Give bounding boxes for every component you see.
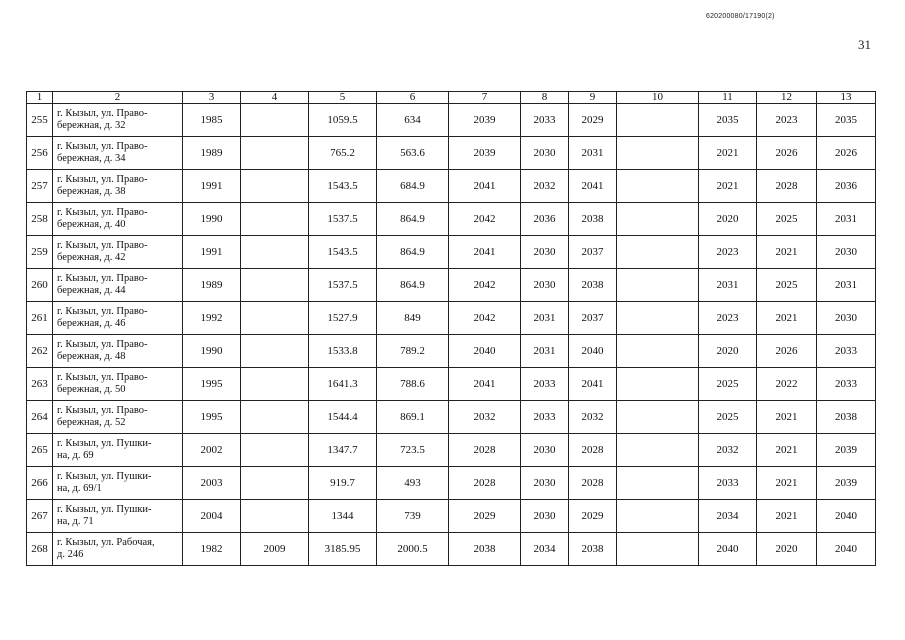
cell-col-3: 1991 bbox=[183, 170, 241, 203]
cell-row-number: 263 bbox=[27, 368, 53, 401]
cell-col-11: 2020 bbox=[699, 335, 757, 368]
column-header-6: 6 bbox=[377, 92, 449, 104]
address-line: г. Кызыл, ул. Право- bbox=[57, 306, 148, 317]
address-line: бережная, д. 34 bbox=[57, 153, 126, 164]
column-number-row bbox=[27, 92, 876, 104]
cell-col-9: 2032 bbox=[569, 401, 617, 434]
cell-col-5: 1347.7 bbox=[309, 434, 377, 467]
cell-col-12: 2026 bbox=[757, 335, 817, 368]
cell-col-11: 2021 bbox=[699, 170, 757, 203]
cell-col-3: 1985 bbox=[183, 104, 241, 137]
column-header-5: 5 bbox=[309, 92, 377, 104]
cell-col-10 bbox=[617, 500, 699, 533]
cell-address bbox=[53, 269, 183, 302]
cell-col-10 bbox=[617, 368, 699, 401]
cell-col-10 bbox=[617, 467, 699, 500]
cell-row-number: 262 bbox=[27, 335, 53, 368]
cell-address bbox=[53, 368, 183, 401]
table-row bbox=[27, 236, 876, 269]
cell-col-7: 2040 bbox=[449, 335, 521, 368]
cell-row-number: 261 bbox=[27, 302, 53, 335]
cell-col-9: 2029 bbox=[569, 500, 617, 533]
cell-col-3: 1990 bbox=[183, 203, 241, 236]
cell-col-6: 493 bbox=[377, 467, 449, 500]
cell-row-number: 255 bbox=[27, 104, 53, 137]
cell-col-10 bbox=[617, 203, 699, 236]
cell-col-13: 2040 bbox=[817, 500, 876, 533]
cell-col-3: 1990 bbox=[183, 335, 241, 368]
cell-col-11: 2031 bbox=[699, 269, 757, 302]
cell-col-3: 1992 bbox=[183, 302, 241, 335]
cell-col-13: 2038 bbox=[817, 401, 876, 434]
address-line: г. Кызыл, ул. Пушки- bbox=[57, 504, 152, 515]
cell-col-3: 2003 bbox=[183, 467, 241, 500]
column-header-4: 4 bbox=[241, 92, 309, 104]
cell-col-10 bbox=[617, 302, 699, 335]
cell-col-7: 2039 bbox=[449, 104, 521, 137]
cell-col-12: 2023 bbox=[757, 104, 817, 137]
cell-col-10 bbox=[617, 104, 699, 137]
cell-col-5: 765.2 bbox=[309, 137, 377, 170]
column-header-1: 1 bbox=[27, 92, 53, 104]
address-line: г. Кызыл, ул. Право- bbox=[57, 405, 148, 416]
cell-col-9: 2041 bbox=[569, 170, 617, 203]
cell-col-6: 563.6 bbox=[377, 137, 449, 170]
cell-col-5: 1344 bbox=[309, 500, 377, 533]
cell-col-9: 2038 bbox=[569, 269, 617, 302]
cell-col-7: 2029 bbox=[449, 500, 521, 533]
cell-col-7: 2038 bbox=[449, 533, 521, 566]
cell-col-13: 2030 bbox=[817, 302, 876, 335]
cell-col-8: 2033 bbox=[521, 104, 569, 137]
cell-row-number: 256 bbox=[27, 137, 53, 170]
cell-row-number: 265 bbox=[27, 434, 53, 467]
cell-col-4 bbox=[241, 434, 309, 467]
address-line: бережная, д. 44 bbox=[57, 285, 126, 296]
cell-col-6: 634 bbox=[377, 104, 449, 137]
cell-col-4 bbox=[241, 467, 309, 500]
cell-col-6: 864.9 bbox=[377, 269, 449, 302]
cell-address bbox=[53, 203, 183, 236]
table-row bbox=[27, 269, 876, 302]
cell-col-9: 2037 bbox=[569, 302, 617, 335]
cell-col-5: 1543.5 bbox=[309, 170, 377, 203]
cell-col-13: 2036 bbox=[817, 170, 876, 203]
table-row bbox=[27, 335, 876, 368]
cell-col-8: 2030 bbox=[521, 236, 569, 269]
cell-row-number: 257 bbox=[27, 170, 53, 203]
address-line: г. Кызыл, ул. Право- bbox=[57, 339, 148, 350]
cell-address bbox=[53, 434, 183, 467]
cell-col-11: 2023 bbox=[699, 302, 757, 335]
cell-col-11: 2040 bbox=[699, 533, 757, 566]
cell-col-12: 2025 bbox=[757, 203, 817, 236]
cell-col-11: 2035 bbox=[699, 104, 757, 137]
cell-col-12: 2021 bbox=[757, 467, 817, 500]
cell-col-12: 2028 bbox=[757, 170, 817, 203]
cell-col-8: 2030 bbox=[521, 269, 569, 302]
cell-col-8: 2034 bbox=[521, 533, 569, 566]
cell-col-3: 1989 bbox=[183, 269, 241, 302]
cell-col-13: 2033 bbox=[817, 368, 876, 401]
address-line: г. Кызыл, ул. Пушки- bbox=[57, 438, 152, 449]
column-header-12: 12 bbox=[757, 92, 817, 104]
cell-row-number: 266 bbox=[27, 467, 53, 500]
cell-col-4 bbox=[241, 269, 309, 302]
cell-col-11: 2020 bbox=[699, 203, 757, 236]
cell-col-8: 2031 bbox=[521, 335, 569, 368]
cell-col-9: 2041 bbox=[569, 368, 617, 401]
address-line: г. Кызыл, ул. Право- bbox=[57, 141, 148, 152]
cell-address bbox=[53, 500, 183, 533]
cell-address bbox=[53, 104, 183, 137]
cell-col-7: 2042 bbox=[449, 269, 521, 302]
column-header-9: 9 bbox=[569, 92, 617, 104]
table-row bbox=[27, 368, 876, 401]
cell-col-11: 2025 bbox=[699, 401, 757, 434]
cell-col-9: 2031 bbox=[569, 137, 617, 170]
cell-address bbox=[53, 533, 183, 566]
page-number: 31 bbox=[858, 37, 871, 52]
cell-row-number: 267 bbox=[27, 500, 53, 533]
cell-col-8: 2031 bbox=[521, 302, 569, 335]
table-row bbox=[27, 401, 876, 434]
column-header-8: 8 bbox=[521, 92, 569, 104]
cell-col-6: 869.1 bbox=[377, 401, 449, 434]
address-line: г. Кызыл, ул. Рабочая, bbox=[57, 537, 155, 548]
cell-row-number: 264 bbox=[27, 401, 53, 434]
cell-col-9: 2038 bbox=[569, 203, 617, 236]
cell-address bbox=[53, 236, 183, 269]
cell-col-7: 2042 bbox=[449, 203, 521, 236]
address-line: бережная, д. 40 bbox=[57, 219, 126, 230]
cell-col-3: 2004 bbox=[183, 500, 241, 533]
cell-col-10 bbox=[617, 434, 699, 467]
column-header-3: 3 bbox=[183, 92, 241, 104]
cell-col-11: 2021 bbox=[699, 137, 757, 170]
address-line: бережная, д. 46 bbox=[57, 318, 126, 329]
cell-col-4 bbox=[241, 302, 309, 335]
cell-col-4 bbox=[241, 500, 309, 533]
column-header-10: 10 bbox=[617, 92, 699, 104]
cell-col-3: 1982 bbox=[183, 533, 241, 566]
cell-col-4: 2009 bbox=[241, 533, 309, 566]
cell-col-6: 849 bbox=[377, 302, 449, 335]
cell-col-7: 2041 bbox=[449, 170, 521, 203]
cell-col-8: 2033 bbox=[521, 368, 569, 401]
cell-address bbox=[53, 467, 183, 500]
table-row bbox=[27, 203, 876, 236]
cell-col-4 bbox=[241, 401, 309, 434]
cell-col-7: 2039 bbox=[449, 137, 521, 170]
cell-col-11: 2032 bbox=[699, 434, 757, 467]
address-line: г. Кызыл, ул. Право- bbox=[57, 273, 148, 284]
cell-col-7: 2041 bbox=[449, 236, 521, 269]
cell-col-8: 2036 bbox=[521, 203, 569, 236]
cell-col-12: 2021 bbox=[757, 500, 817, 533]
cell-col-9: 2029 bbox=[569, 104, 617, 137]
address-line: на, д. 69/1 bbox=[57, 483, 102, 494]
column-header-13: 13 bbox=[817, 92, 876, 104]
cell-col-8: 2030 bbox=[521, 137, 569, 170]
cell-row-number: 258 bbox=[27, 203, 53, 236]
address-line: бережная, д. 48 bbox=[57, 351, 126, 362]
cell-col-13: 2035 bbox=[817, 104, 876, 137]
cell-col-10 bbox=[617, 401, 699, 434]
cell-col-6: 684.9 bbox=[377, 170, 449, 203]
address-line: бережная, д. 50 bbox=[57, 384, 126, 395]
column-header-7: 7 bbox=[449, 92, 521, 104]
cell-col-9: 2038 bbox=[569, 533, 617, 566]
cell-col-7: 2028 bbox=[449, 434, 521, 467]
address-line: г. Кызыл, ул. Право- bbox=[57, 240, 148, 251]
table-body bbox=[27, 104, 876, 566]
cell-col-11: 2034 bbox=[699, 500, 757, 533]
cell-col-10 bbox=[617, 137, 699, 170]
cell-col-10 bbox=[617, 533, 699, 566]
cell-col-4 bbox=[241, 368, 309, 401]
address-line: на, д. 69 bbox=[57, 450, 94, 461]
address-line: г. Кызыл, ул. Право- bbox=[57, 174, 148, 185]
table-row bbox=[27, 434, 876, 467]
cell-col-11: 2033 bbox=[699, 467, 757, 500]
cell-col-12: 2021 bbox=[757, 302, 817, 335]
cell-col-12: 2020 bbox=[757, 533, 817, 566]
cell-col-5: 1543.5 bbox=[309, 236, 377, 269]
cell-row-number: 259 bbox=[27, 236, 53, 269]
cell-col-13: 2031 bbox=[817, 203, 876, 236]
table-row bbox=[27, 170, 876, 203]
cell-col-5: 1537.5 bbox=[309, 269, 377, 302]
table-row bbox=[27, 467, 876, 500]
cell-col-4 bbox=[241, 137, 309, 170]
cell-col-5: 1059.5 bbox=[309, 104, 377, 137]
cell-col-11: 2023 bbox=[699, 236, 757, 269]
cell-col-6: 864.9 bbox=[377, 203, 449, 236]
table-row bbox=[27, 500, 876, 533]
cell-col-4 bbox=[241, 203, 309, 236]
cell-col-13: 2040 bbox=[817, 533, 876, 566]
address-line: бережная, д. 38 bbox=[57, 186, 126, 197]
address-line: г. Кызыл, ул. Право- bbox=[57, 207, 148, 218]
cell-col-5: 3185.95 bbox=[309, 533, 377, 566]
address-line: на, д. 71 bbox=[57, 516, 94, 527]
cell-col-8: 2033 bbox=[521, 401, 569, 434]
cell-col-8: 2032 bbox=[521, 170, 569, 203]
cell-address bbox=[53, 302, 183, 335]
table-row bbox=[27, 302, 876, 335]
cell-col-12: 2022 bbox=[757, 368, 817, 401]
cell-col-12: 2021 bbox=[757, 434, 817, 467]
cell-col-4 bbox=[241, 236, 309, 269]
cell-col-7: 2041 bbox=[449, 368, 521, 401]
cell-col-7: 2028 bbox=[449, 467, 521, 500]
cell-col-10 bbox=[617, 269, 699, 302]
column-header-2: 2 bbox=[53, 92, 183, 104]
cell-col-8: 2030 bbox=[521, 434, 569, 467]
address-line: г. Кызыл, ул. Право- bbox=[57, 372, 148, 383]
address-line: г. Кызыл, ул. Пушки- bbox=[57, 471, 152, 482]
cell-col-12: 2021 bbox=[757, 236, 817, 269]
cell-row-number: 268 bbox=[27, 533, 53, 566]
cell-col-12: 2025 bbox=[757, 269, 817, 302]
cell-col-6: 739 bbox=[377, 500, 449, 533]
address-line: бережная, д. 52 bbox=[57, 417, 126, 428]
cell-col-5: 1533.8 bbox=[309, 335, 377, 368]
cell-col-10 bbox=[617, 170, 699, 203]
table-row bbox=[27, 533, 876, 566]
cell-col-13: 2039 bbox=[817, 434, 876, 467]
table-row bbox=[27, 104, 876, 137]
cell-col-13: 2039 bbox=[817, 467, 876, 500]
cell-col-5: 1641.3 bbox=[309, 368, 377, 401]
document-code: 620200080/17190(2) bbox=[706, 13, 775, 20]
cell-col-13: 2031 bbox=[817, 269, 876, 302]
cell-col-12: 2021 bbox=[757, 401, 817, 434]
cell-col-9: 2028 bbox=[569, 434, 617, 467]
table-row bbox=[27, 137, 876, 170]
cell-col-8: 2030 bbox=[521, 467, 569, 500]
column-header-11: 11 bbox=[699, 92, 757, 104]
cell-col-7: 2032 bbox=[449, 401, 521, 434]
cell-col-3: 1995 bbox=[183, 401, 241, 434]
cell-col-11: 2025 bbox=[699, 368, 757, 401]
cell-col-9: 2028 bbox=[569, 467, 617, 500]
cell-col-7: 2042 bbox=[449, 302, 521, 335]
cell-row-number: 260 bbox=[27, 269, 53, 302]
address-line: д. 246 bbox=[57, 549, 84, 560]
cell-col-12: 2026 bbox=[757, 137, 817, 170]
cell-col-10 bbox=[617, 236, 699, 269]
cell-address bbox=[53, 401, 183, 434]
address-line: бережная, д. 42 bbox=[57, 252, 126, 263]
cell-col-5: 1527.9 bbox=[309, 302, 377, 335]
cell-col-9: 2037 bbox=[569, 236, 617, 269]
cell-col-8: 2030 bbox=[521, 500, 569, 533]
cell-col-5: 1544.4 bbox=[309, 401, 377, 434]
cell-col-6: 2000.5 bbox=[377, 533, 449, 566]
cell-col-6: 788.6 bbox=[377, 368, 449, 401]
cell-col-10 bbox=[617, 335, 699, 368]
cell-col-6: 789.2 bbox=[377, 335, 449, 368]
address-line: бережная, д. 32 bbox=[57, 120, 126, 131]
cell-col-3: 1989 bbox=[183, 137, 241, 170]
cell-col-13: 2033 bbox=[817, 335, 876, 368]
cell-address bbox=[53, 335, 183, 368]
cell-col-9: 2040 bbox=[569, 335, 617, 368]
cell-col-5: 1537.5 bbox=[309, 203, 377, 236]
cell-col-13: 2026 bbox=[817, 137, 876, 170]
cell-col-3: 1991 bbox=[183, 236, 241, 269]
cell-col-3: 2002 bbox=[183, 434, 241, 467]
cell-address bbox=[53, 137, 183, 170]
cell-col-4 bbox=[241, 170, 309, 203]
cell-col-5: 919.7 bbox=[309, 467, 377, 500]
address-line: г. Кызыл, ул. Право- bbox=[57, 108, 148, 119]
cell-col-6: 723.5 bbox=[377, 434, 449, 467]
cell-col-3: 1995 bbox=[183, 368, 241, 401]
cell-col-4 bbox=[241, 335, 309, 368]
cell-col-13: 2030 bbox=[817, 236, 876, 269]
cell-col-4 bbox=[241, 104, 309, 137]
cell-address bbox=[53, 170, 183, 203]
cell-col-6: 864.9 bbox=[377, 236, 449, 269]
housing-register-table bbox=[26, 91, 876, 566]
